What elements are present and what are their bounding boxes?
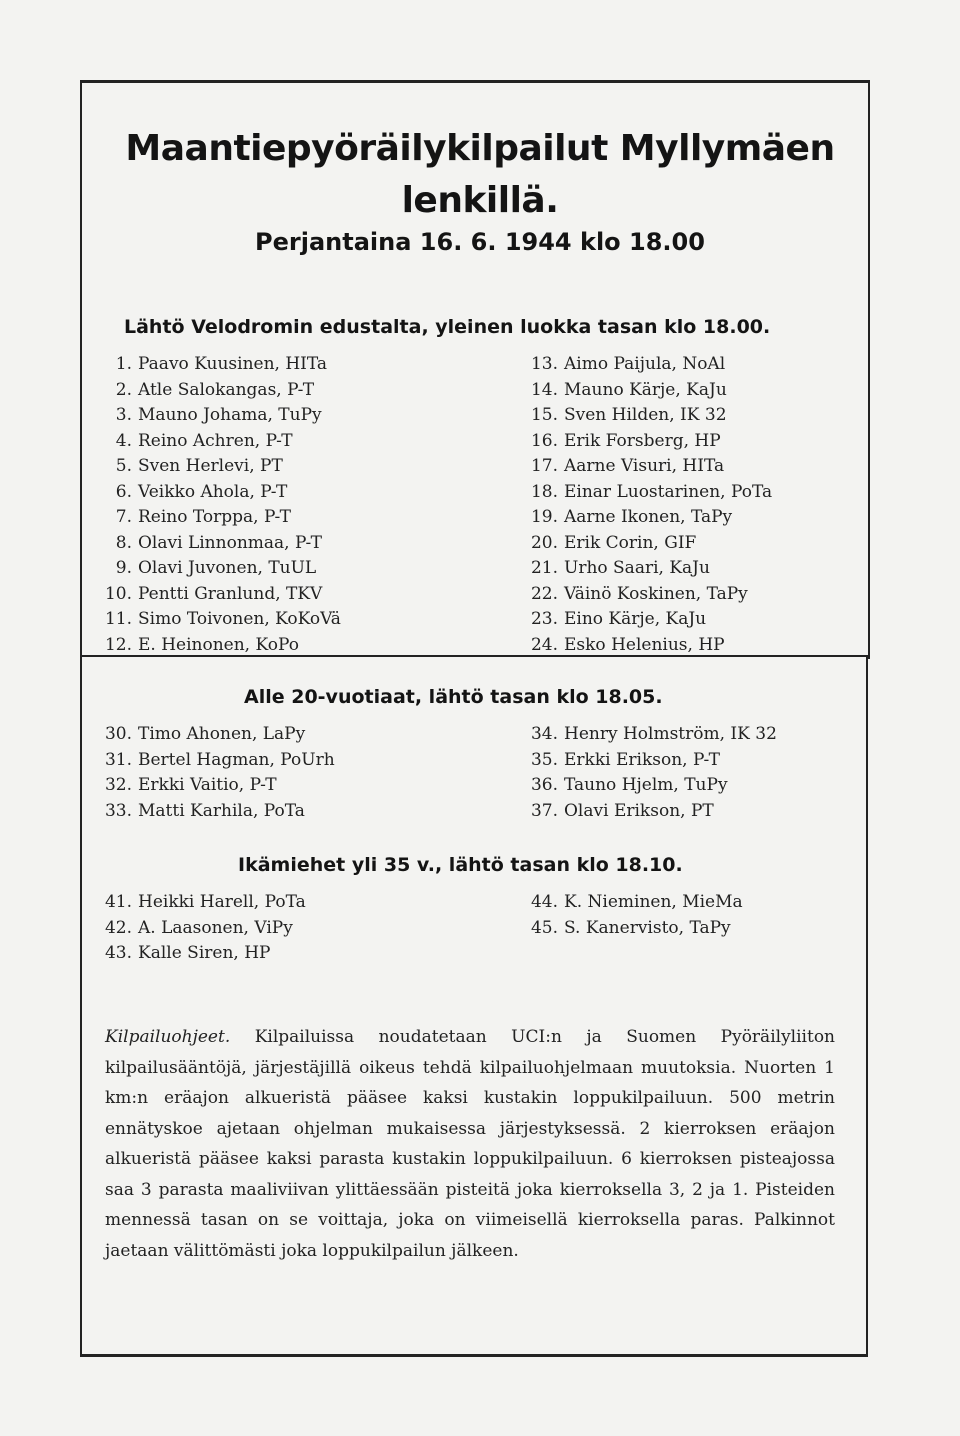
entrant-row xyxy=(522,480,772,506)
entrant-name: Väinö Koskinen, TaPy xyxy=(564,583,748,604)
frame-left xyxy=(80,655,82,1355)
entrant-row xyxy=(96,378,341,404)
entrant-name: E. Heinonen, KoPo xyxy=(138,634,299,655)
entrant-number: 24. xyxy=(530,634,558,655)
entrant-number: 11. xyxy=(104,609,132,629)
entrant-name: Olavi Linnonmaa, P-T xyxy=(138,532,322,553)
entrant-row xyxy=(96,607,341,633)
entrant-row xyxy=(96,505,341,531)
entrant-name: Kalle Siren, HP xyxy=(138,943,271,963)
entrant-number: 42. xyxy=(104,917,132,938)
entrant-name: Paavo Kuusinen, HITa xyxy=(138,354,328,374)
entrant-name: Atle Salokangas, P-T xyxy=(138,379,315,400)
page-title: Maantiepyöräilykilpailut Myllymäen xyxy=(125,128,835,169)
entrant-row xyxy=(96,799,335,825)
juniors-list-right xyxy=(522,722,777,824)
veterans-list-right xyxy=(522,890,743,941)
section-heading-juniors: Alle 20-vuotiaat, lähtö tasan klo 18.05. xyxy=(244,686,663,708)
entrant-number: 21. xyxy=(530,558,558,578)
entrant-name: Sven Herlevi, PT xyxy=(138,456,283,476)
entrant-number: 7. xyxy=(115,507,132,527)
entrant-row xyxy=(96,773,335,799)
entrant-row xyxy=(522,429,772,455)
entrant-name: Simo Toivonen, KoKoVä xyxy=(138,609,341,629)
entrant-number: 12. xyxy=(104,634,132,655)
frame-bottom xyxy=(80,1354,868,1357)
entrant-number: 9. xyxy=(115,558,132,578)
entrant-row xyxy=(96,633,341,659)
entrant-number: 34. xyxy=(530,724,558,744)
entrant-number: 41. xyxy=(104,892,132,912)
entrant-name: S. Kanervisto, TaPy xyxy=(564,917,731,938)
entrant-row xyxy=(96,480,341,506)
entrant-name: Aimo Paijula, NoAl xyxy=(564,354,726,374)
entrant-row xyxy=(96,890,306,916)
competition-rules xyxy=(105,1022,835,1266)
entrant-number: 37. xyxy=(530,800,558,821)
entrant-number: 35. xyxy=(530,749,558,770)
entrant-number: 36. xyxy=(530,775,558,795)
entrant-number: 19. xyxy=(530,507,558,527)
entrant-row xyxy=(522,454,772,480)
entrant-row xyxy=(522,531,772,557)
section-heading-general: Lähtö Velodromin edustalta, yleinen luokka tasan klo 18.00. xyxy=(124,316,771,338)
entrant-number: 8. xyxy=(115,532,132,553)
entrant-name: Esko Helenius, HP xyxy=(564,634,725,655)
entrant-row xyxy=(522,505,772,531)
entrant-row xyxy=(96,403,341,429)
entrant-number: 43. xyxy=(104,943,132,963)
entrant-row xyxy=(522,799,777,825)
entrant-name: Pentti Granlund, TKV xyxy=(138,583,323,604)
entrant-number: 15. xyxy=(530,405,558,425)
entrant-number: 6. xyxy=(115,481,132,502)
entrant-number: 44. xyxy=(530,892,558,912)
entrant-row xyxy=(96,531,341,557)
entrant-row xyxy=(96,556,341,582)
entrant-row xyxy=(522,556,772,582)
rules-text: Kilpailuissa noudatetaan UCI:n ja Suomen Pyöräilyliiton kilpailusääntöjä, järjestäjillä oikeus tehdä kilpailuohjelmaan muutoksia. Nuorten 1 km:n eräajon alkueristä pääsee kaksi kustakin loppukilpailuun. 500 metrin ennätyskoe ajetaan ohjelman mukaisessa järjestyksessä. 2 kierroksen eräajon alkueristä pääsee kaksi parasta kustakin loppukilpailuun. 6 kierroksen pisteajossa saa 3 parasta maaliviivan ylittäessään pisteitä joka kierroksella 3, 2 ja 1. Pisteiden mennessä tasan on se voittaja, joka on viimeisellä kierroksella paras. Palkinnot jaetaan välittömästi joka loppukilpailun jälkeen. xyxy=(105,1027,835,1261)
rules-label: Kilpailuohjeet. xyxy=(105,1027,231,1047)
entrant-name: Aarne Visuri, HITa xyxy=(564,456,725,476)
entrant-name: Sven Hilden, IK 32 xyxy=(564,405,727,425)
entrant-name: Eino Kärje, KaJu xyxy=(564,609,707,629)
entrant-row xyxy=(96,916,306,942)
entrant-row xyxy=(96,454,341,480)
general-list-right xyxy=(522,352,772,658)
general-list-left xyxy=(96,352,341,658)
juniors-list-left xyxy=(96,722,335,824)
entrant-name: Timo Ahonen, LaPy xyxy=(138,724,306,744)
entrant-number: 1. xyxy=(115,354,132,374)
entrant-row xyxy=(522,352,772,378)
entrant-row xyxy=(522,773,777,799)
entrant-name: Erik Forsberg, HP xyxy=(564,430,721,451)
entrant-number: 10. xyxy=(104,583,132,604)
entrant-row xyxy=(96,352,341,378)
event-date: Perjantaina 16. 6. 1944 klo 18.00 xyxy=(255,228,705,256)
entrant-number: 30. xyxy=(104,724,132,744)
entrant-name: Urho Saari, KaJu xyxy=(564,558,710,578)
entrant-name: K. Nieminen, MieMa xyxy=(564,892,743,912)
entrant-name: Olavi Juvonen, TuUL xyxy=(138,558,317,578)
entrant-row xyxy=(522,378,772,404)
entrant-row xyxy=(522,722,777,748)
entrant-row xyxy=(96,429,341,455)
entrant-number: 16. xyxy=(530,430,558,451)
entrant-name: Henry Holmström, IK 32 xyxy=(564,724,777,744)
entrant-name: A. Laasonen, ViPy xyxy=(138,917,293,938)
entrant-number: 17. xyxy=(530,456,558,476)
entrant-number: 4. xyxy=(115,430,132,451)
entrant-number: 32. xyxy=(104,775,132,795)
entrant-number: 18. xyxy=(530,481,558,502)
entrant-name: Erkki Erikson, P-T xyxy=(564,749,720,770)
entrant-row xyxy=(522,890,743,916)
entrant-number: 31. xyxy=(104,749,132,770)
entrant-row xyxy=(522,633,772,659)
veterans-list-left xyxy=(96,890,306,967)
entrant-number: 23. xyxy=(530,609,558,629)
entrant-name: Aarne Ikonen, TaPy xyxy=(564,507,733,527)
entrant-name: Veikko Ahola, P-T xyxy=(138,481,288,502)
entrant-row xyxy=(522,916,743,942)
entrant-name: Erkki Vaitio, P-T xyxy=(138,775,277,795)
entrant-name: Reino Torppa, P-T xyxy=(138,507,291,527)
entrant-number: 14. xyxy=(530,379,558,400)
entrant-name: Einar Luostarinen, PoTa xyxy=(564,481,773,502)
entrant-name: Bertel Hagman, PoUrh xyxy=(138,749,335,770)
entrant-number: 33. xyxy=(104,800,132,821)
entrant-name: Mauno Johama, TuPy xyxy=(138,405,322,425)
section-heading-veterans: Ikämiehet yli 35 v., lähtö tasan klo 18.10. xyxy=(238,854,683,876)
entrant-name: Mauno Kärje, KaJu xyxy=(564,379,727,400)
page-title-line2: lenkillä. xyxy=(401,180,559,221)
entrant-number: 2. xyxy=(115,379,132,400)
entrant-row xyxy=(96,748,335,774)
entrant-name: Heikki Harell, PoTa xyxy=(138,892,306,912)
frame-right xyxy=(866,655,868,1355)
entrant-number: 22. xyxy=(530,583,558,604)
entrant-row xyxy=(522,607,772,633)
entrant-row xyxy=(522,748,777,774)
entrant-number: 20. xyxy=(530,532,558,553)
entrant-name: Olavi Erikson, PT xyxy=(564,800,714,821)
entrant-row xyxy=(96,941,306,967)
entrant-name: Erik Corin, GIF xyxy=(564,532,697,553)
entrant-number: 3. xyxy=(115,405,132,425)
entrant-name: Reino Achren, P-T xyxy=(138,430,293,451)
entrant-name: Tauno Hjelm, TuPy xyxy=(564,775,728,795)
entrant-row xyxy=(96,722,335,748)
entrant-row xyxy=(522,582,772,608)
entrant-row xyxy=(522,403,772,429)
entrant-name: Matti Karhila, PoTa xyxy=(138,800,305,821)
entrant-number: 45. xyxy=(530,917,558,938)
entrant-number: 13. xyxy=(530,354,558,374)
entrant-number: 5. xyxy=(115,456,132,476)
entrant-row xyxy=(96,582,341,608)
